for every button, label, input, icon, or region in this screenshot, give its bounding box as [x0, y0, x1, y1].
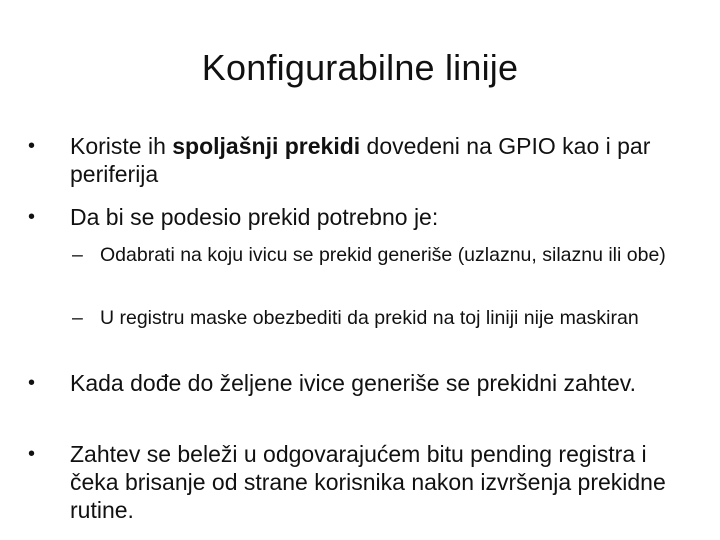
bullet-text: Da bi se podesio prekid potrebno je: [70, 204, 439, 230]
bullet-icon: • [28, 135, 36, 157]
sub-bullet-item [72, 304, 685, 332]
bullet-item [28, 132, 695, 188]
bullet-text-tail: dovedeni na GPIO kao i par periferija [70, 133, 651, 187]
slide-title: Konfigurabilne linije [201, 47, 519, 88]
dash-icon: – [72, 244, 83, 266]
bullet-icon: • [28, 206, 36, 228]
dash-icon: – [72, 307, 83, 329]
bullet-text-bold: spoljašnji prekidi [172, 133, 361, 159]
sub-bullet-text: U registru maske obezbediti da prekid na toj liniji nije maskiran [100, 307, 639, 329]
bullet-item [28, 440, 695, 524]
bullet-icon: • [28, 372, 36, 394]
bullet-item [28, 203, 695, 231]
bullet-text: Zahtev se beleži u odgovarajućem bitu pending registra i čeka brisanje od strane korisnika nakon izvršenja prekidne rutine. [70, 441, 666, 523]
bullet-text-lead: Koriste ih [70, 133, 173, 159]
bullet-text: Kada dođe do željene ivice generiše se prekidni zahtev. [70, 370, 636, 396]
bullet-item [28, 369, 695, 397]
sub-bullet-item [72, 241, 685, 269]
bullet-icon: • [28, 443, 36, 465]
sub-bullet-text: Odabrati na koju ivicu se prekid generiše (uzlaznu, silaznu ili obe) [100, 244, 666, 266]
